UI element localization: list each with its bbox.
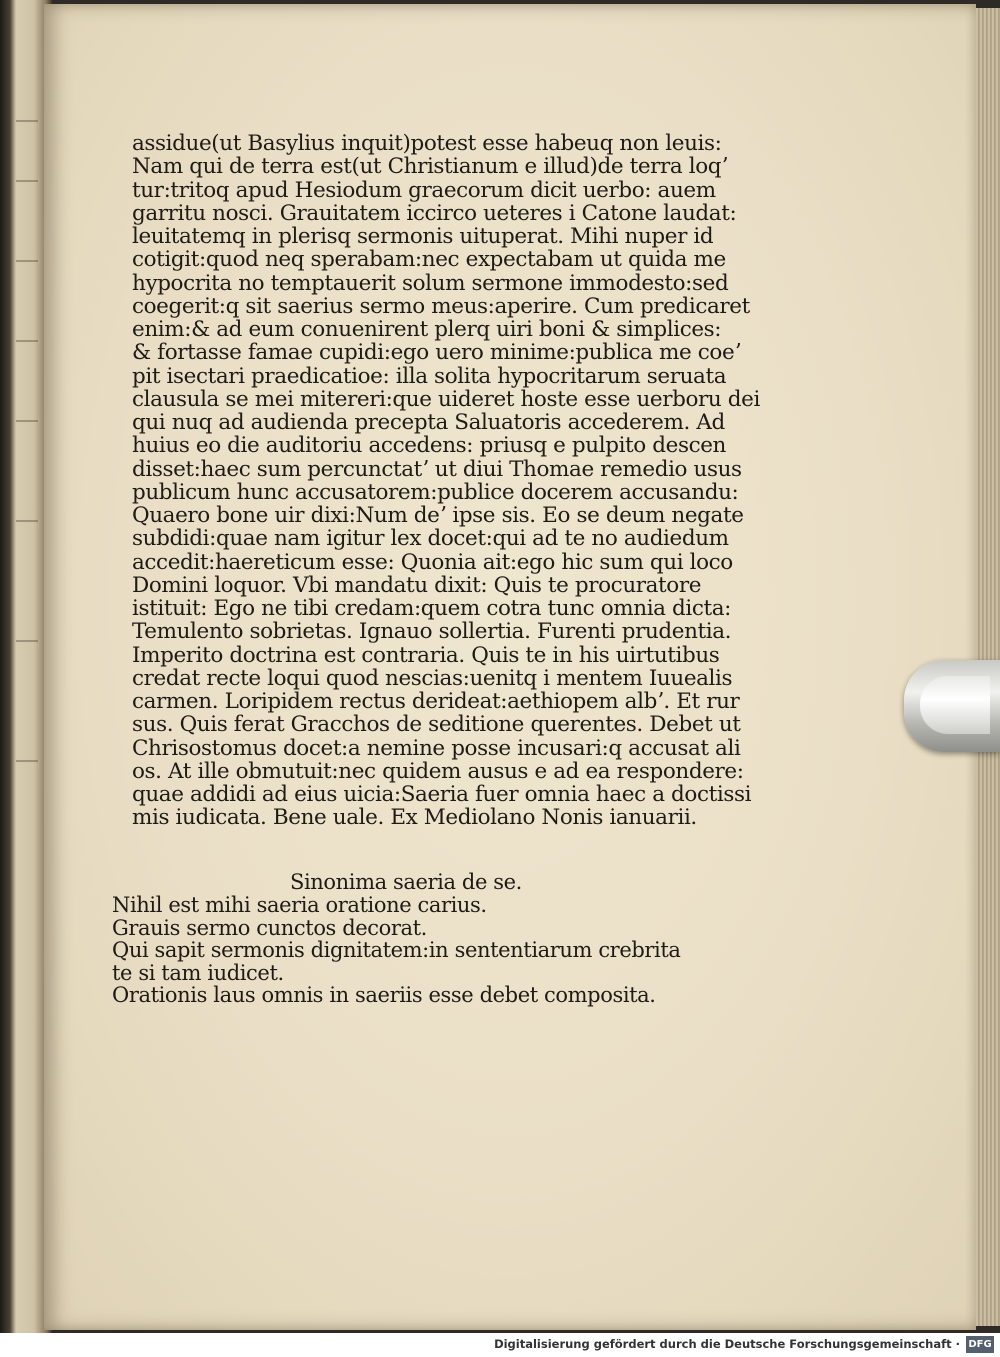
text-line: garritu nosci. Grauitatem iccirco ueteres i Catone laudat: <box>132 200 737 226</box>
text-line: Imperito doctrina est contraria. Quis te in his uirtutibus <box>132 642 720 668</box>
text-line: carmen. Loripidem rectus derideat:aethiopem albʼ. Et rur <box>132 689 740 714</box>
synonym-line: Grauis sermo cunctos decorat. <box>112 915 427 940</box>
dfg-logo: DFG <box>966 1336 994 1353</box>
page-clip <box>904 660 1000 752</box>
text-line: qui nuq ad audienda precepta Saluatoris accederem. Ad <box>132 410 725 435</box>
text-line: Temulento sobrietas. Ignauo sollertia. Furenti prudentia. <box>132 619 732 645</box>
book-page <box>44 4 976 1330</box>
synonyms-section <box>112 870 732 1007</box>
text-line: Domini loquor. Vbi mandatu dixit: Quis te procuratore <box>132 572 702 598</box>
text-line: leuitatemq in plerisq sermonis uituperat. Mihi nuper id <box>132 224 714 249</box>
text-line: subdidi:quae nam igitur lex docet:qui ad te no audiedum <box>132 526 729 552</box>
text-line: sus. Quis ferat Gracchos de seditione querentes. Debet ut <box>132 712 741 738</box>
text-line: quae addidi ad eius uicia:Saeria fuer omnia haec a doctissi <box>132 782 752 807</box>
text-line: clausula se mei mitereri:que uideret hoste esse uerboru dei <box>132 386 760 412</box>
text-line: tur:tritoq apud Hesiodum graecorum dicit uerbo: auem <box>132 177 716 203</box>
text-line: accedit:haereticum esse: Quonia ait:ego hic sum qui loco <box>132 549 733 575</box>
synonym-line: Nihil est mihi saeria oratione carius. <box>112 893 487 917</box>
funding-credit: Digitalisierung gefördert durch die Deutsche Forschungsgemeinschaft · <box>494 1337 960 1351</box>
synonym-line: Qui sapit sermonis dignitatem:in sententiarum crebrita <box>112 938 681 963</box>
text-line: huius eo die auditoriu accedens: priusq e pulpito descen <box>132 433 727 459</box>
page-clip-highlight <box>920 676 990 734</box>
synonym-line: te si tam iudicet. <box>112 960 284 985</box>
footer-bar <box>0 1333 1000 1357</box>
text-line: disset:haec sum percunctatʼ ut diui Thomae remedio usus <box>132 456 742 482</box>
text-line: istituit: Ego ne tibi credam:quem cotra tunc omnia dicta: <box>132 596 731 621</box>
text-line: mis iudicata. Bene uale. Ex Mediolano Nonis ianuarii. <box>132 805 697 831</box>
text-line: pit isectari praedicatioe: illa solita hypocritarum seruata <box>132 363 727 389</box>
synonym-line: Orationis laus omnis in saeriis esse debet composita. <box>112 983 656 1008</box>
text-line: enim:& ad eum conuenirent plerq uiri boni & simplices: <box>132 317 722 342</box>
text-line: Chrisostomus docet:a nemine posse incusari:q accusat ali <box>132 735 741 761</box>
text-line: Quaero bone uir dixi:Num deʼ ipse sis. Eo se deum negate <box>132 503 744 528</box>
text-line: & fortasse famae cupidi:ego uero minime:publica me coeʼ <box>132 340 741 366</box>
text-line: publicum hunc accusatorem:publice docerem accusandu: <box>132 479 739 505</box>
text-line: coegerit:q sit saerius sermo meus:aperire. Cum predicaret <box>132 293 750 319</box>
text-line: cotigit:quod neq sperabam:nec expectabam ut quida me <box>132 247 726 273</box>
text-line: assidue(ut Basylius inquit)potest esse habeuq non leuis: <box>132 131 722 156</box>
main-text-block <box>132 131 760 831</box>
text-line: hypocrita no temptauerit solum sermone immodesto:sed <box>132 270 729 296</box>
text-line: Nam qui de terra est(ut Christianum e illud)de terra loqʼ <box>132 154 728 180</box>
text-line: os. At ille obmutuit:nec quidem ausus e ad ea respondere: <box>132 758 744 784</box>
text-line: credat recte loqui quod nescias:uenitq i mentem Iuuealis <box>132 665 733 691</box>
synonyms-title: Sinonima saeria de se. <box>290 870 522 894</box>
